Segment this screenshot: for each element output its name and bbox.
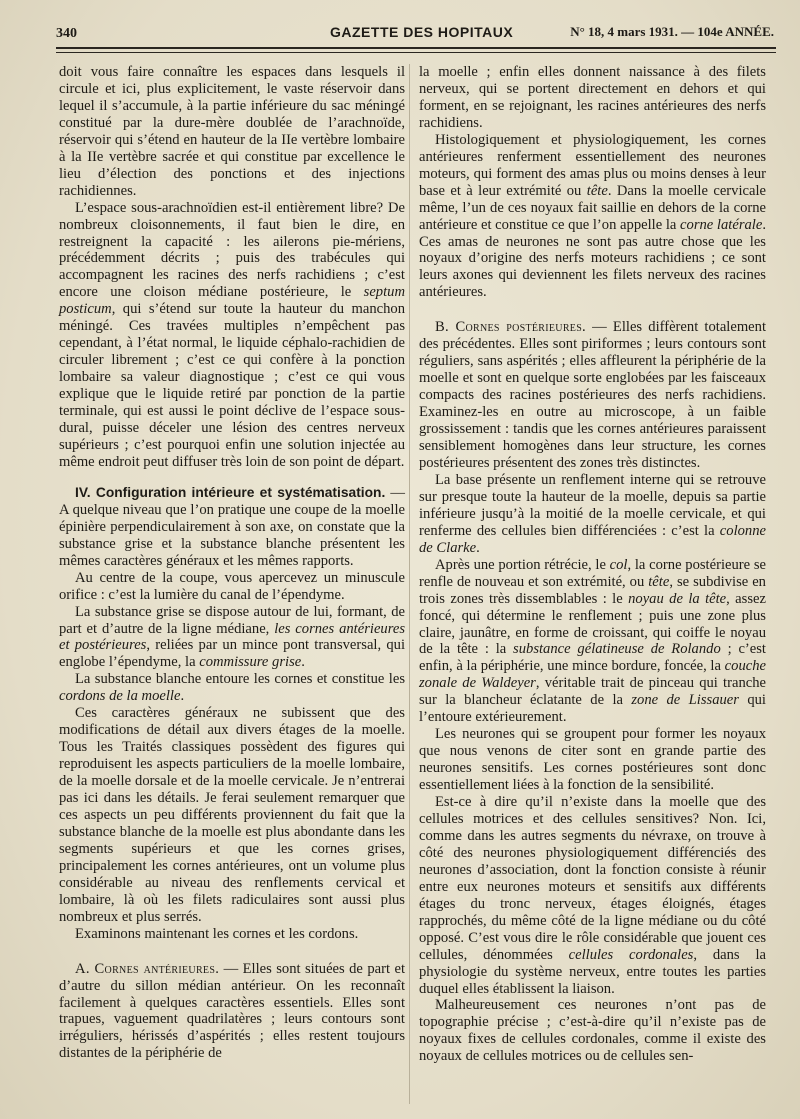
paragraph: Au centre de la coupe, vous apercevez un minuscule orifice : c’est la lumière du canal de l’épendyme. [59, 569, 405, 603]
paragraph: doit vous faire connaître les espaces dans lesquels il circule et ici, plus explicitement, le vaste réservoir dans lequel il s’accumule, à la partie inférieure du sac méningé constitué par la dure-mère doublée de l’arachnoïde, réservoir qui s’étend en hauteur de la IIe vertèbre lombaire à la IIe vertèbre sacrée et qui constitue par excellence le lieu d’élection des ponctions et des injections rachidiennes. [59, 64, 405, 199]
paragraph: Après une portion rétrécie, le col, la corne postérieure se renfle de nouveau et son extrémité, ou tête, se subdivise en trois zones très dissemblables : le noyau de la tête, assez foncé, qui détermine le renflement ; puis une zone plus claire, jaunâtre, en forme de croissant, qui coiffe le noyau de la tête : la substance gélatineuse de Rolando ; c’est enfin, à la périphérie, une mince bordure, foncée, la couche zonale de Waldeyer, véritable trait de pinceau qui tranche sur la blancheur éclatante de la zone de Lissauer qui l’entoure extérieurement. [419, 556, 766, 726]
paragraph: L’espace sous-arachnoïdien est-il entièrement libre? De nombreux cloisonnements, il faut bien le dire, en restreignent la capacité : les ailerons pie-mériens, précédemment décrits ; puis des trabécules qui accompagnent les racines des nerfs rachidiens ; c’est encore une cloison médiane postérieure, le septum posticum, qui s’étend sur toute la hauteur du manchon méningé. Ces travées multiples n’empêchent pas cependant, à l’état normal, le liquide céphalo-rachidien de circuler librement ; c’est ce qui confère à la ponction lombaire sa valeur diagnostique ; c’est ce qui vous explique que le liquide retiré par ponction de la partie terminale, qui est aussi le point déclive de l’espace sous-dural, puisse déceler une lésion des centres nerveux supérieurs ; c’est pourquoi enfin une solution injectée au même endroit peut diffuser très loin de son point de départ. [59, 199, 405, 470]
paragraph: la moelle ; enfin elles donnent naissance à des filets nerveux, qui se portent directement en dehors et qui forment, en se rejoignant, les racines antérieures des nerfs rachidiens. [419, 64, 766, 131]
section-paragraph: IV. Configuration intérieure et systématisation. — A quelque niveau que l’on pratique une coupe de la moelle épinière perpendiculairement à son axe, on constate que la substance grise et la substance blanche présentent les mêmes caractères généraux et les mêmes rapports. [59, 484, 405, 569]
section-heading: IV. Configuration intérieure et systématisation. [75, 484, 386, 500]
header-rule-thick [56, 47, 776, 49]
paragraph: La substance grise se dispose autour de lui, formant, de part et d’autre de la ligne médiane, les cornes antérieures et postérieures, reliées par un mince pont transversal, qui englobe l’épendyme, la commissure grise. [59, 603, 406, 671]
paragraph: Ces caractères généraux ne subissent que des modifications de détail aux divers étages de la moelle. Tous les Traités classiques possèdent des figures qui reproduisent les aspects particuliers de la moelle lombaire, de la moelle dorsale et de la moelle cervicale. Je n’entrerai pas ici dans les détails. Je ferai seulement remarquer que ces aspects un peu différents proviennent du fait que la substance blanche de la moelle est plus abondante dans les segments supérieurs et que les cornes grises, principalement les cornes antérieures, ont un volume plus considérable au niveau des renflements cervical et lombaire, là où les filets radiculaires sont aussi plus nombreux et plus serrés. [59, 705, 405, 925]
subsection-paragraph: B. Cornes postérieures. — Elles diffèrent totalement des précédentes. Elles sont piriformes ; leurs contours sont réguliers, sans aspérités ; elles affleurent la périphérie de la moelle et sont en quelque sorte englobées par les faisceaux compacts des racines postérieures des nerfs rachidiens. Examinez-les en outre au microscope, à un faible grossissement : tandis que les cornes antérieures paraissent sensiblement homogènes dans leur structure, les cornes postérieures présentent des zones très distinctes. [419, 319, 767, 471]
paragraph: Histologiquement et physiologiquement, les cornes antérieures renferment essentiellement des neurones moteurs, qui forment des amas plus ou moins denses à leur base et à leur extrémité ou tête. Dans la moelle cervicale même, l’un de ces noyaux fait saillie en dehors de la corne antérieure et constitue ce que l’on appelle la corne latérale. Ces amas de neurones ne sont pas autre chose que les noyaux d’origine des nerfs moteurs rachidiens ; ce sont leurs axones qui deviennent les filets nerveux des racines antérieures. [419, 131, 767, 301]
issue-info: N° 18, 4 mars 1931. — 104e ANNÉE. [570, 24, 774, 39]
paragraph: Est-ce à dire qu’il n’existe dans la moelle que des cellules motrices et des cellules sensitives? Non. Ici, comme dans les autres segments du névraxe, on trouve à côté des neurones physiologiquement différenciés des neurones d’association, dont la fonction consiste à réunir entre eux neurones moteurs et sensitifs aux différents étages du tronc nerveux, étages éloignés, étages rapprochés, du même côté de la ligne médiane ou du côté opposé. C’est vous dire le rôle considérable que jouent ces cellules, dénommées cellules cordonales, dans la physiologie du système nerveux, entre toutes les parties duquel elles établissent la liaison. [419, 794, 766, 997]
paragraph: Examinons maintenant les cornes et les cordons. [75, 925, 359, 942]
paragraph: La substance blanche entoure les cornes et constitue les cordons de la moelle. [59, 671, 405, 705]
subsection-heading: A. Cornes antérieures. [75, 960, 220, 977]
latin-term: septum posticum [59, 284, 405, 318]
paragraph: Les neurones qui se groupent pour former les noyaux que nous venons de citer sont en grande partie des neurones sensitifs. Les cornes postérieures sont donc essentiellement liées à la fonction de la sensibilité. [419, 726, 766, 794]
paragraph: La base présente un renflement interne qui se retrouve sur presque toute la hauteur de la moelle, depuis sa partie inférieure jusqu’à la moitié de la moelle cervicale, et qui renferme des cellules bien différenciées : c’est la colonne de Clarke. [419, 471, 766, 556]
column-divider [409, 64, 410, 1104]
left-column [59, 64, 405, 1062]
paragraph: Malheureusement ces neurones n’ont pas de topographie précise ; c’est-à-dire qu’il n’existe pas de noyaux fixes de cellules cordonales, comme il existe des noyaux de cellules motrices ou de cellules sen- [419, 997, 766, 1065]
page-header [56, 20, 774, 44]
header-rule-thin [56, 52, 776, 53]
subsection-heading: B. Cornes postérieures. [435, 319, 587, 336]
journal-title: GAZETTE DES HOPITAUX [330, 24, 514, 40]
subsection-paragraph: A. Cornes antérieures. — Elles sont situées de part et d’autre du sillon médian antérieur. On les reconnaît facilement à quelques caractères essentiels. Elles sont trapues, vaguement quadrilatères ; leurs contours sont irréguliers, hérissés d’aspérités ; elles restent toujours distantes de la périphérie de [59, 960, 405, 1062]
page-number: 340 [56, 26, 77, 41]
right-column [419, 64, 766, 1065]
